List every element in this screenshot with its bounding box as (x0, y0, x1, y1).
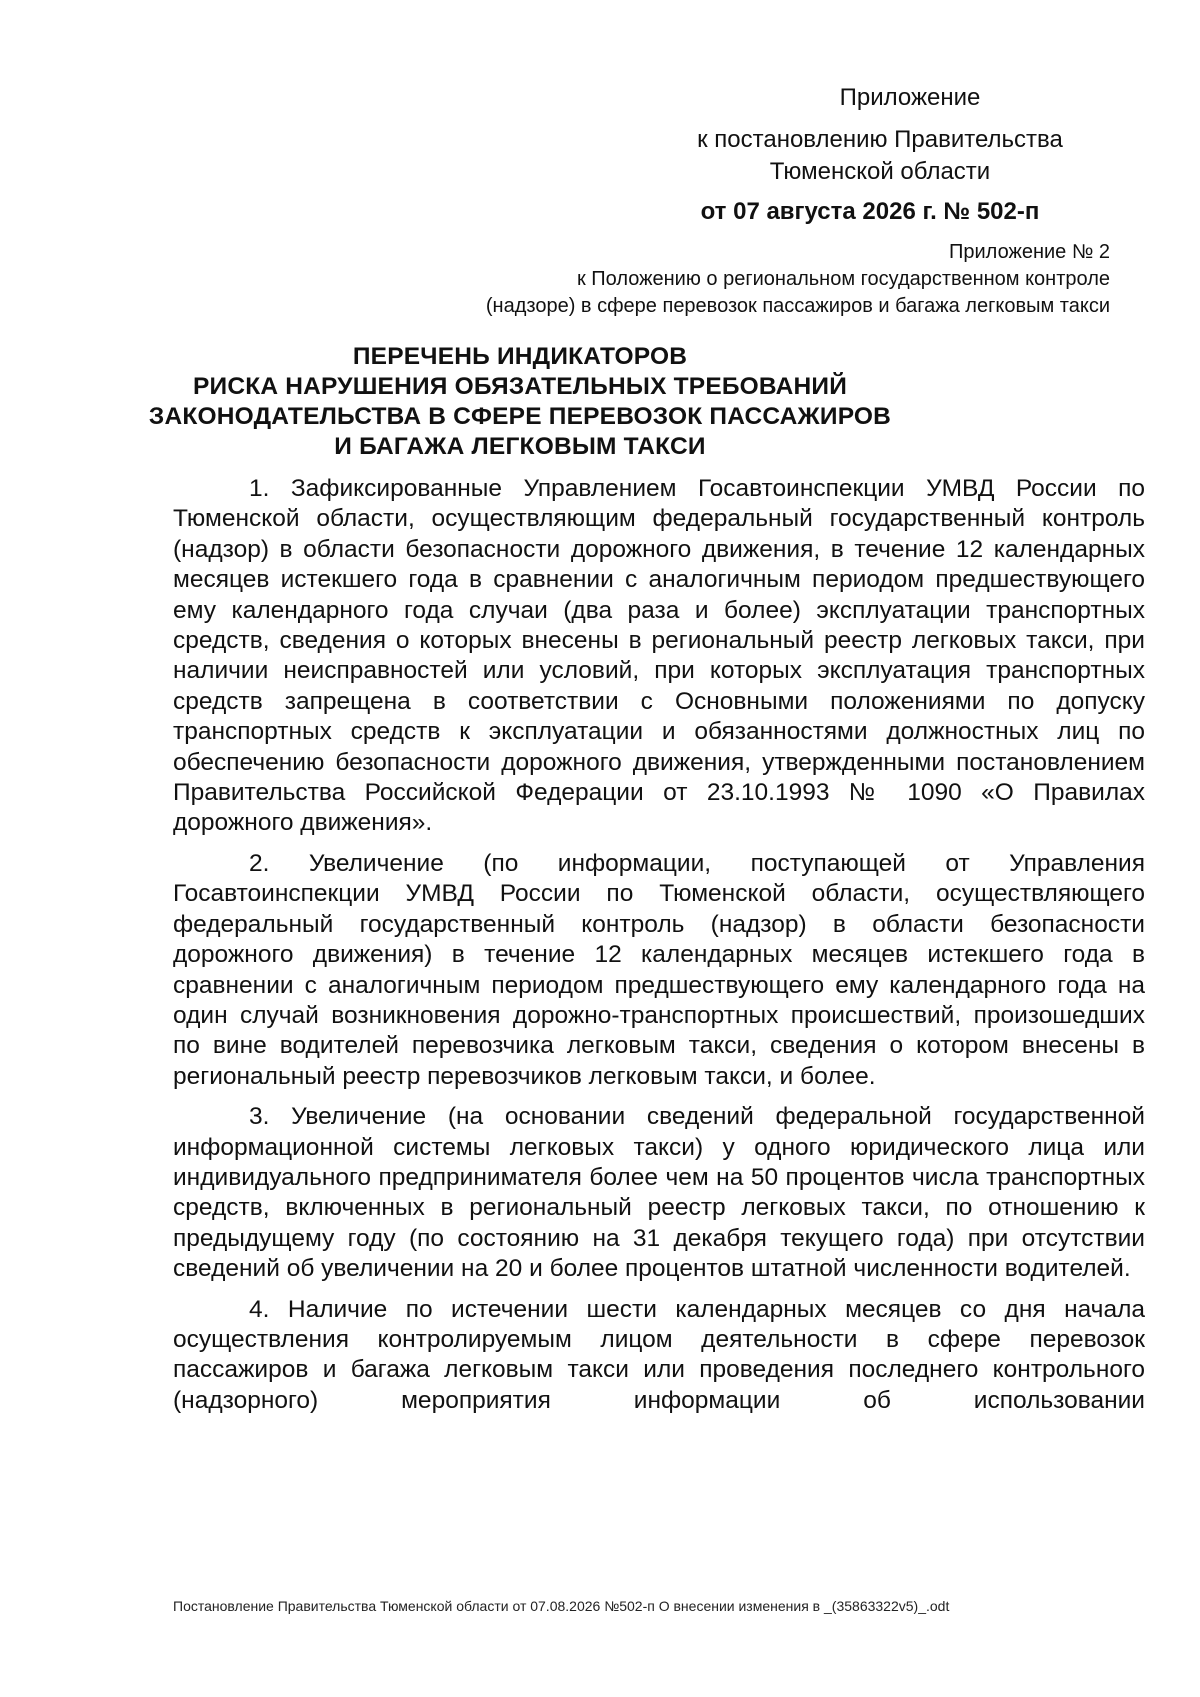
resolution-date-number: от 07 августа 2026 г. № 502-п (700, 198, 1040, 225)
paragraph-2: 2. Увеличение (по информации, поступающей от Управления Госавтоинспекции УМВД России по Тюменской области, осуществляющего федеральный государственный контроль (надзор) в области безопасности дорожного движения) в течение 12 календарных месяцев истекшего года в сравнении с аналогичным периодом предшествующего ему календарного года на один случай возникновения дорожно-транспортных происшествий, произошедших по вине водителей перевозчика легковым такси, сведения о котором внесены в региональный реестр перевозчиков легковым такси, и более. (173, 849, 1145, 1090)
paragraph-1: 1. Зафиксированные Управлением Госавтоинспекции УМВД России по Тюменской области, осуществляющим федеральный государственный контроль (надзор) в области безопасности дорожного движения, в течение 12 календарных месяцев истекшего года в сравнении с аналогичным периодом предшествующего ему календарного года случаи (два раза и более) эксплуатации транспортных средств, сведения о которых внесены в региональный реестр легковых такси, при наличии неисправностей или условий, при которых эксплуатация транспортных средств запрещена в соответствии с Основными положениями по допуску транспортных средств к эксплуатации и обязанностями должностных лиц по обеспечению безопасности дорожного движения, утвержденными постановлением Правительства Российской Федерации от 23.10.1993 № 1090 «О Правилах дорожного движения». (173, 475, 1145, 837)
page-footer: Постановление Правительства Тюменской области от 07.08.2026 №502-п О внесении изменения в _(35863322v5)_.odt (173, 1598, 950, 1614)
title-line-2: РИСКА НАРУШЕНИЯ ОБЯЗАТЕЛЬНЫХ ТРЕБОВАНИЙ (192, 373, 848, 400)
resolution-reference-line-1: к постановлению Правительства (697, 126, 1063, 153)
document-title (120, 342, 920, 462)
annex-line-3: (надзоре) в сфере перевозок пассажиров и багажа легковым такси (485, 295, 1110, 317)
resolution-reference-line-2: Тюменской области (769, 158, 991, 185)
annex-reference (310, 239, 1110, 320)
paragraph-4: 4. Наличие по истечении шести календарных месяцев со дня начала осуществления контролируемым лицом деятельности в сфере перевозок пассажиров и багажа легковым такси или проведения последнего контрольного (надзорного) мероприятия информации об использовании (173, 1295, 1145, 1414)
paragraph-3: 3. Увеличение (на основании сведений федеральной государственной информационной системы легковых такси) у одного юридического лица или индивидуального предпринимателя более чем на 50 процентов числа транспортных средств, включенных в региональный реестр легковых такси, по отношению к предыдущему году (по состоянию на 31 декабря текущего года) при отсутствии сведений об увеличении на 20 и более процентов штатной численности водителей. (173, 1103, 1145, 1283)
document-body (173, 474, 1145, 1426)
appendix-label: Приложение (839, 84, 981, 111)
annex-line-2: к Положению о региональном государственном контроле (576, 268, 1110, 290)
title-line-3: ЗАКОНОДАТЕЛЬСТВА В СФЕРЕ ПЕРЕВОЗОК ПАССАЖИРОВ (148, 403, 892, 430)
resolution-reference (600, 124, 1160, 188)
annex-line-1: Приложение № 2 (949, 241, 1110, 263)
title-line-1: ПЕРЕЧЕНЬ ИНДИКАТОРОВ (352, 343, 688, 370)
title-line-4: И БАГАЖА ЛЕГКОВЫМ ТАКСИ (334, 433, 706, 460)
